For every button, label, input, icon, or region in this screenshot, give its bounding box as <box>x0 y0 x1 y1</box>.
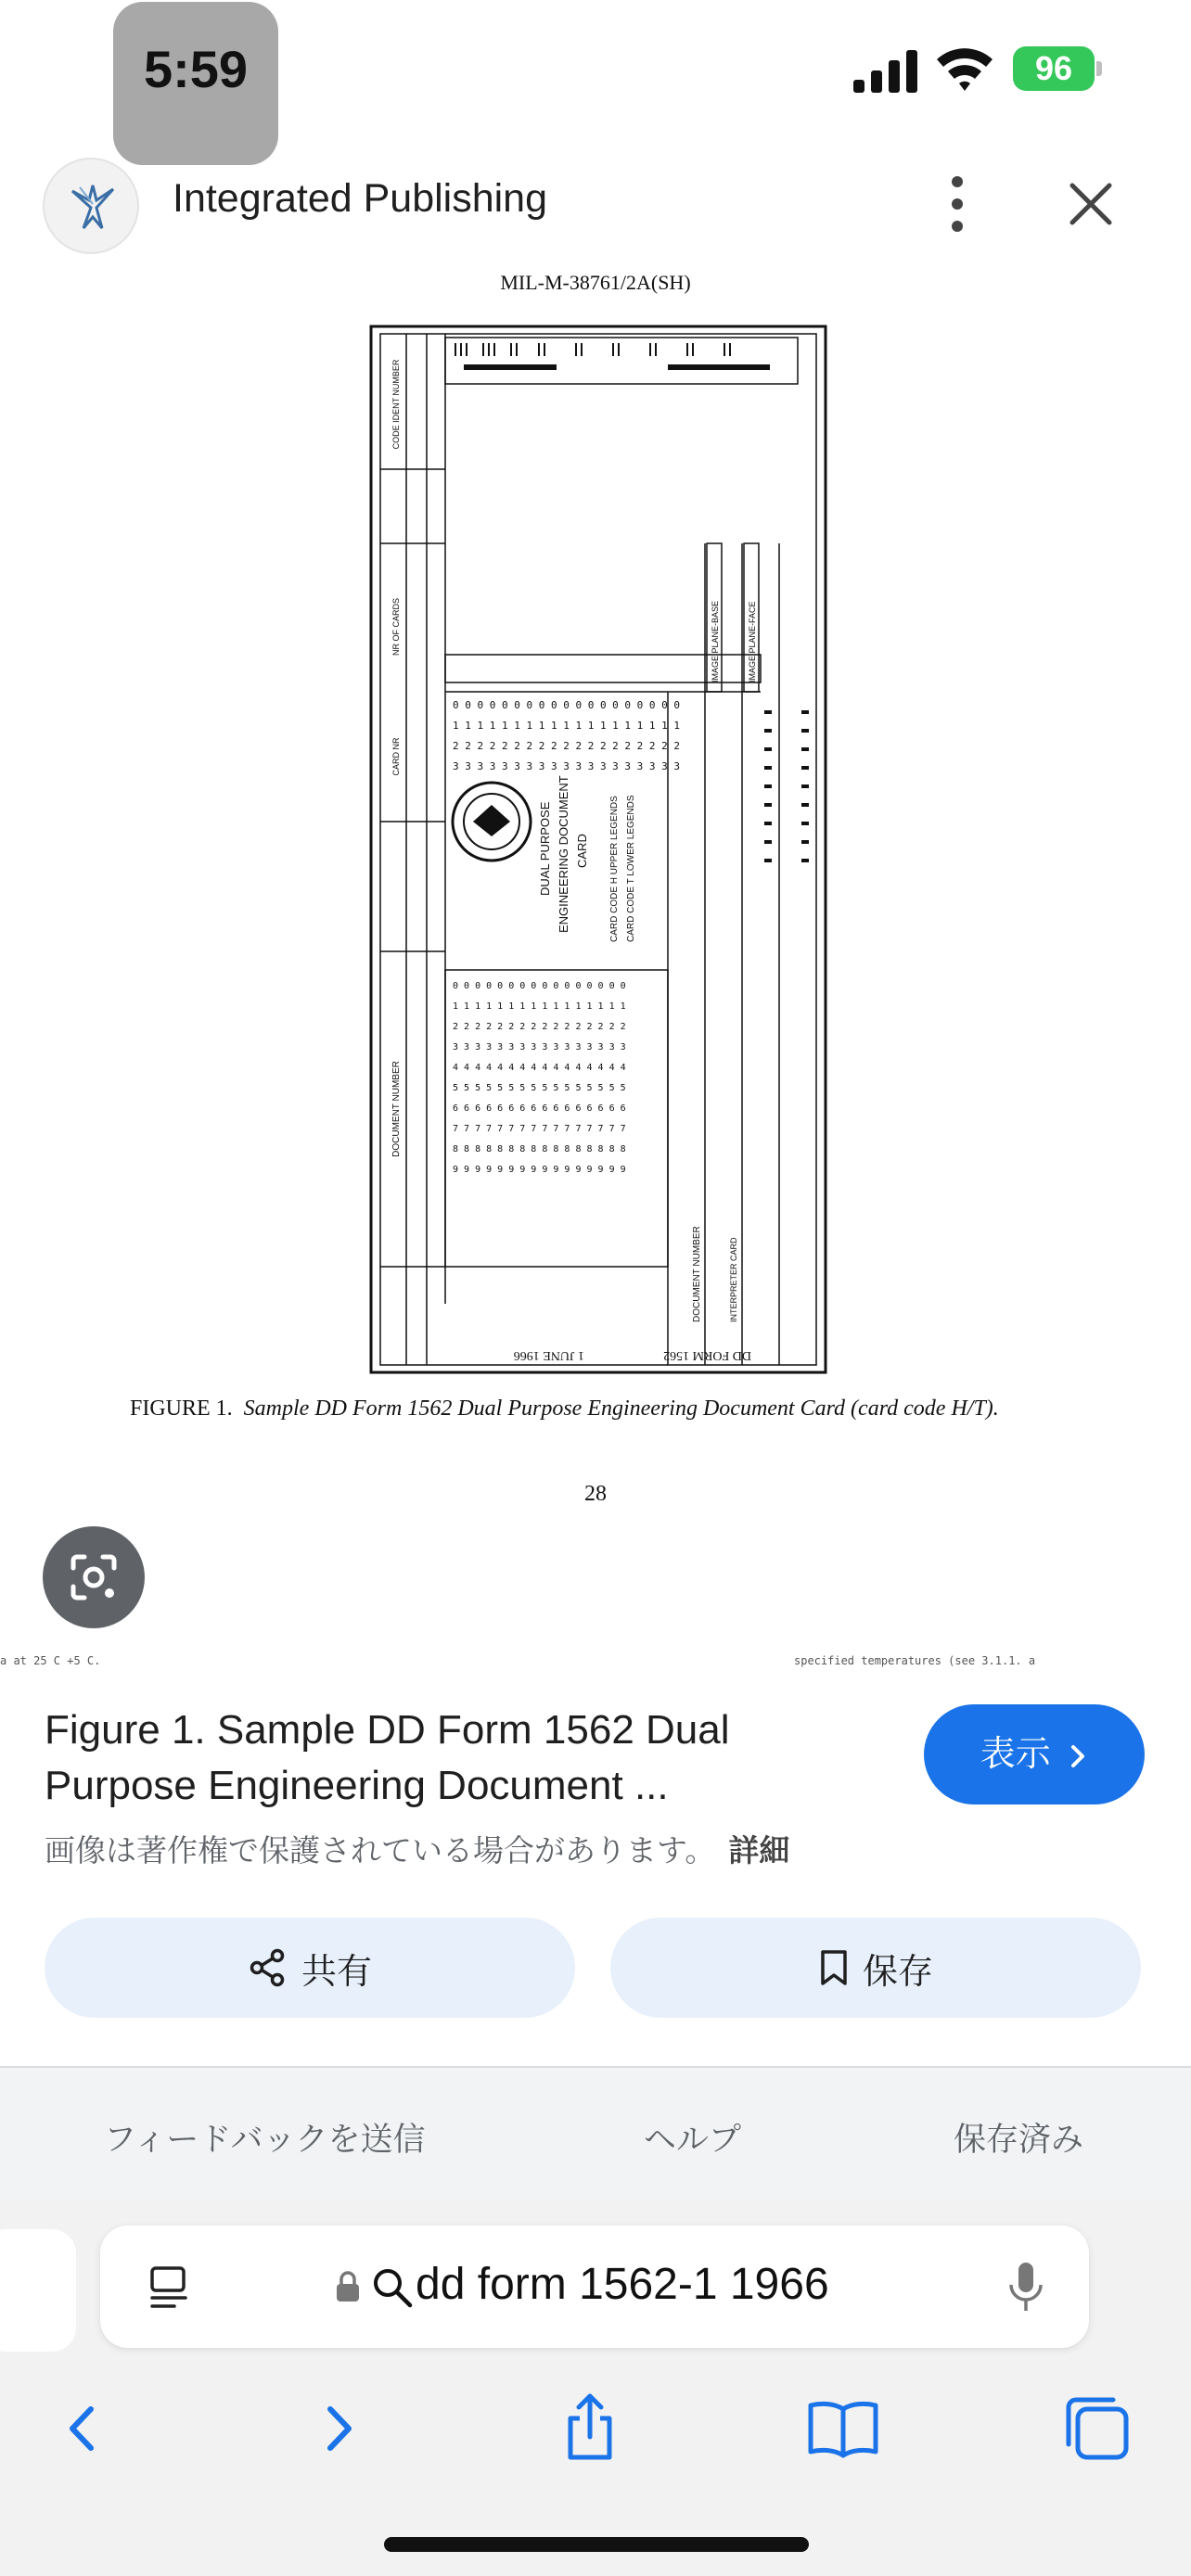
svg-text:5 5 5 5 5 5 5 5 5 5 5 5 5 5 5: 5 5 5 5 5 5 5 5 5 5 5 5 5 5 5 5 <box>453 1083 626 1093</box>
lens-icon <box>68 1551 120 1603</box>
document-header: MIL-M-38761/2A(SH) <box>500 271 691 294</box>
svg-text:7 7 7 7 7 7 7 7 7 7 7 7 7 7 7: 7 7 7 7 7 7 7 7 7 7 7 7 7 7 7 7 <box>453 1124 626 1134</box>
share-label: 共有 <box>301 1952 372 1992</box>
document-image[interactable] <box>0 260 1191 1506</box>
svg-text:4 4 4 4 4 4 4 4 4 4 4 4 4 4 4: 4 4 4 4 4 4 4 4 4 4 4 4 4 4 4 4 <box>453 1063 626 1073</box>
result-title-line1: Figure 1. Sample DD Form 1562 Dual <box>45 1707 730 1753</box>
result-title-line2: Purpose Engineering Document ... <box>45 1763 669 1808</box>
address-bar[interactable] <box>100 2225 1089 2348</box>
svg-text:INTERPRETER CARD: INTERPRETER CARD <box>729 1237 738 1322</box>
details-link[interactable]: 詳細 <box>728 1833 790 1868</box>
search-icon <box>371 2266 414 2309</box>
svg-text:1 1 1 1 1 1 1 1 1 1 1 1 1 1 1: 1 1 1 1 1 1 1 1 1 1 1 1 1 1 1 1 <box>453 1001 626 1012</box>
result-title[interactable] <box>45 1702 879 1814</box>
punch-card-drawing <box>352 321 844 1378</box>
tabs-icon[interactable] <box>1056 2387 1139 2470</box>
svg-text:2 2 2 2 2 2 2 2 2 2 2 2 2 2 2: 2 2 2 2 2 2 2 2 2 2 2 2 2 2 2 2 2 2 2 <box>453 740 681 752</box>
lock-icon <box>334 2270 362 2303</box>
svg-text:1 JUNE 1966: 1 JUNE 1966 <box>513 1348 584 1362</box>
svg-text:CARD NR: CARD NR <box>391 737 401 776</box>
save-label: 保存 <box>862 1952 933 1992</box>
battery-level: 96 <box>1013 46 1095 91</box>
svg-text:ENGINEERING DOCUMENT: ENGINEERING DOCUMENT <box>557 775 570 933</box>
copyright-text: 画像は著作権で保護されている場合があります。 <box>45 1833 716 1868</box>
back-icon[interactable] <box>41 2387 124 2470</box>
save-button[interactable] <box>610 1918 1141 2018</box>
close-icon[interactable] <box>1057 171 1124 237</box>
svg-text:3 3 3 3 3 3 3 3 3 3 3 3 3 3 3: 3 3 3 3 3 3 3 3 3 3 3 3 3 3 3 3 3 3 3 <box>453 760 681 772</box>
battery-icon <box>1013 46 1102 91</box>
site-logo[interactable] <box>43 158 139 254</box>
svg-text:NR OF CARDS: NR OF CARDS <box>391 597 401 657</box>
svg-text:0 0 0 0 0 0 0 0 0 0 0 0 0 0 0: 0 0 0 0 0 0 0 0 0 0 0 0 0 0 0 0 <box>453 981 626 991</box>
home-indicator[interactable] <box>384 2537 809 2552</box>
wifi-icon <box>935 45 994 91</box>
source-header <box>0 148 1191 260</box>
svg-text:0 0 0 0 0 0 0 0 0 0 0 0 0 0 0: 0 0 0 0 0 0 0 0 0 0 0 0 0 0 0 0 0 0 0 <box>453 699 681 711</box>
svg-text:DD FORM 1562: DD FORM 1562 <box>663 1348 751 1362</box>
svg-text:8 8 8 8 8 8 8 8 8 8 8 8 8 8 8: 8 8 8 8 8 8 8 8 8 8 8 8 8 8 8 8 <box>453 1144 626 1154</box>
svg-text:IMAGE PLANE-FACE: IMAGE PLANE-FACE <box>748 601 757 682</box>
clock-time: 5:59 <box>143 40 249 98</box>
view-button[interactable] <box>924 1704 1145 1804</box>
svg-text:DOCUMENT NUMBER: DOCUMENT NUMBER <box>391 1061 402 1157</box>
signal-icon <box>853 50 918 93</box>
reader-icon[interactable] <box>147 2264 191 2311</box>
site-name[interactable]: Integrated Publishing <box>173 176 548 221</box>
lens-button[interactable] <box>43 1526 145 1628</box>
chevron-right-icon <box>1069 1743 1088 1769</box>
svg-text:9 9 9 9 9 9 9 9 9 9 9 9 9 9 9: 9 9 9 9 9 9 9 9 9 9 9 9 9 9 9 9 <box>453 1165 626 1175</box>
feedback-link[interactable]: フィードバックを送信 <box>104 2122 426 2158</box>
svg-text:CARD CODE T LOWER LEGENDS: CARD CODE T LOWER LEGENDS <box>626 795 636 942</box>
saved-link[interactable]: 保存済み <box>954 2122 1084 2158</box>
next-page-strip: a at 25 C +5 C. specified temperatures (see 3.1.1. a <box>0 1654 1036 1667</box>
svg-text:3 3 3 3 3 3 3 3 3 3 3 3 3 3 3: 3 3 3 3 3 3 3 3 3 3 3 3 3 3 3 3 <box>453 1042 626 1052</box>
svg-text:DUAL PURPOSE: DUAL PURPOSE <box>538 801 552 896</box>
svg-text:CARD CODE H UPPER LEGENDS: CARD CODE H UPPER LEGENDS <box>609 796 620 942</box>
view-label: 表示 <box>980 1735 1051 1774</box>
figure-caption <box>130 1396 1057 1422</box>
footer <box>0 2066 1191 2201</box>
bookmarks-icon[interactable] <box>801 2387 885 2470</box>
forward-icon[interactable] <box>297 2387 380 2470</box>
more-vert-icon[interactable] <box>928 167 987 241</box>
copyright-notice <box>45 1827 789 1870</box>
svg-text:CODE IDENT NUMBER: CODE IDENT NUMBER <box>391 359 401 450</box>
svg-text:6 6 6 6 6 6 6 6 6 6 6 6 6 6 6: 6 6 6 6 6 6 6 6 6 6 6 6 6 6 6 6 <box>453 1103 626 1114</box>
page-number: 28 <box>584 1482 607 1506</box>
help-link[interactable]: ヘルプ <box>644 2122 742 2158</box>
status-bar <box>0 0 1191 148</box>
address-text: dd form 1562-1 1966 <box>416 2260 829 2309</box>
svg-text:1 1 1 1 1 1 1 1 1 1 1 1 1 1 1: 1 1 1 1 1 1 1 1 1 1 1 1 1 1 1 1 1 1 1 <box>453 720 681 732</box>
svg-text:CARD: CARD <box>575 834 589 868</box>
previous-tab-preview[interactable] <box>0 2229 76 2352</box>
caption-text: Sample DD Form 1562 Dual Purpose Engineering Document Card (card code H/T). <box>243 1396 999 1421</box>
bird-logo-icon <box>65 180 121 236</box>
share-button[interactable] <box>45 1918 575 2018</box>
svg-text:DOCUMENT NUMBER: DOCUMENT NUMBER <box>692 1226 702 1322</box>
share-sheet-icon[interactable] <box>548 2387 632 2470</box>
share-icon <box>248 1947 288 1988</box>
time-pill[interactable] <box>113 2 278 165</box>
svg-text:2 2 2 2 2 2 2 2 2 2 2 2 2 2 2: 2 2 2 2 2 2 2 2 2 2 2 2 2 2 2 2 <box>453 1022 626 1032</box>
browser-toolbar <box>0 2201 1191 2576</box>
mic-icon[interactable] <box>1007 2261 1044 2315</box>
caption-prefix: FIGURE 1. <box>130 1396 233 1421</box>
bookmark-icon <box>818 1948 850 1987</box>
svg-text:IMAGE PLANE-BASE: IMAGE PLANE-BASE <box>711 600 720 682</box>
